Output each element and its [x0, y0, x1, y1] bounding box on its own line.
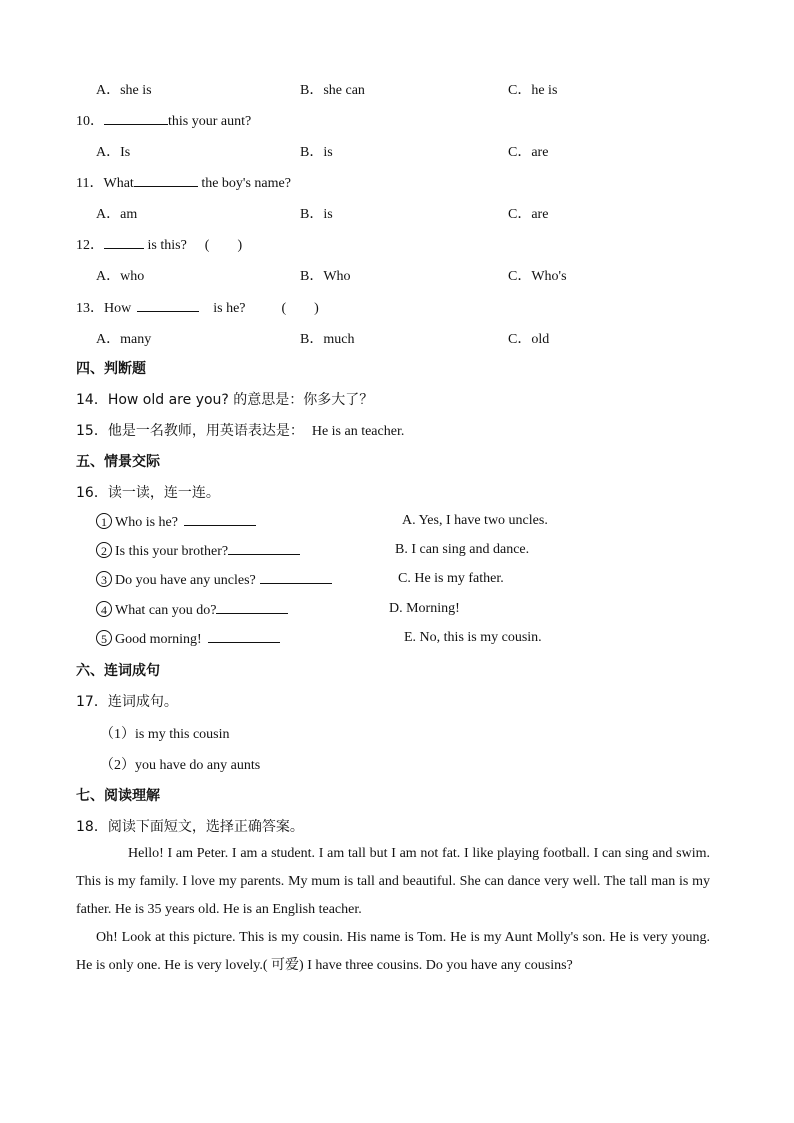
q10-option-c: C．are: [508, 145, 549, 160]
q10-option-a: A．Is: [96, 145, 131, 160]
match-right-e: E. No, this is my cousin.: [404, 630, 542, 645]
q9-option-b: B．she can: [300, 83, 365, 98]
q10-text: this your aunt?: [168, 114, 252, 129]
q11-option-c: C．are: [508, 207, 549, 222]
reading-passage: [76, 840, 710, 980]
match-left-text: Who is he?: [115, 515, 178, 530]
circled-number: 4: [96, 601, 112, 617]
q9-option-c: C．he is: [508, 83, 558, 98]
q12-blank[interactable]: [104, 236, 144, 249]
circled-number: 5: [96, 630, 112, 646]
q9-option-a: A．she is: [96, 83, 152, 98]
q11-number: 11．: [76, 176, 104, 191]
match-left-1: [96, 513, 256, 531]
question-16-title: 16．读一读，连一连。: [76, 485, 220, 501]
match-left-text: Good morning!: [115, 632, 202, 647]
match-right-b: B. I can sing and dance.: [395, 542, 530, 557]
match-left-text: What can you do?: [115, 603, 217, 618]
section-4-heading: 四、判断题: [76, 361, 146, 377]
q17-item-2: （2）you have do any aunts: [100, 758, 261, 773]
q11-option-a: A．am: [96, 207, 138, 222]
match-blank-5[interactable]: [208, 630, 280, 643]
q10-blank[interactable]: [104, 112, 168, 125]
section-6-heading: 六、连词成句: [76, 663, 160, 679]
match-left-3: [96, 571, 332, 589]
question-15: [76, 420, 404, 440]
passage-paragraph-2: Oh! Look at this picture. This is my cousin. His name is Tom. He is my Aunt Molly's son. He is very young. He is only one. He is very lovely.( 可爱) I have three cousins. Do you have any cousins?: [76, 930, 710, 973]
match-right-c: C. He is my father.: [398, 571, 504, 586]
circled-number: 2: [96, 542, 112, 558]
q13-pre: How: [104, 301, 132, 316]
question-13: [76, 297, 319, 317]
q13-option-a: A．many: [96, 332, 152, 347]
match-left-text: Is this your brother?: [115, 544, 229, 559]
match-blank-1[interactable]: [184, 513, 256, 526]
q12-option-a: A．who: [96, 269, 145, 284]
question-11: [76, 172, 291, 192]
question-10: [76, 110, 251, 130]
question-14: 14．How old are you? 的意思是：你多大了？: [76, 392, 374, 408]
q11-option-b: B．is: [300, 207, 333, 222]
match-right-a: A. Yes, I have two uncles.: [402, 513, 548, 528]
q13-number: 13．: [76, 301, 104, 316]
match-left-text: Do you have any uncles?: [115, 573, 256, 588]
q13-post: is he?: [213, 301, 246, 316]
q11-pre: What: [103, 176, 134, 191]
question-17-title: 17．连词成句。: [76, 694, 178, 710]
q11-post: the boy's name?: [197, 176, 291, 191]
match-right-d: D. Morning!: [389, 601, 460, 616]
question-12: [76, 234, 242, 254]
q17-item-1: （1）is my this cousin: [100, 727, 230, 742]
q13-answer-paren: ( ): [281, 301, 319, 316]
match-left-2: [96, 542, 300, 560]
q13-blank[interactable]: [137, 299, 199, 312]
q13-option-b: B．much: [300, 332, 355, 347]
match-left-5: [96, 630, 280, 648]
q12-post: is this?: [144, 238, 187, 253]
match-blank-4[interactable]: [216, 601, 288, 614]
q12-answer-paren: ( ): [204, 238, 243, 253]
q15-chinese: 他是一名教师，用英语表达是：: [107, 423, 304, 439]
q12-option-b: B．Who: [300, 269, 351, 284]
q10-number: 10．: [76, 114, 104, 129]
q12-number: 12．: [76, 238, 104, 253]
section-7-heading: 七、阅读理解: [76, 788, 160, 804]
q11-blank[interactable]: [134, 174, 198, 187]
match-blank-3[interactable]: [260, 571, 332, 584]
question-18-title: 18．阅读下面短文，选择正确答案。: [76, 819, 304, 835]
passage-paragraph-1: Hello! I am Peter. I am a student. I am tall but I am not fat. I like playing football. I can sing and swim. This is my family. I love my parents. My mum is tall and beautiful. She can dance very well. The tall man is my father. He is 35 years old. He is an English teacher.: [76, 846, 710, 917]
match-blank-2[interactable]: [228, 542, 300, 555]
circled-number: 3: [96, 571, 112, 587]
q13-option-c: C．old: [508, 332, 550, 347]
q15-number: 15．: [76, 423, 108, 439]
q10-option-b: B．is: [300, 145, 333, 160]
q15-english: He is an teacher.: [311, 424, 405, 439]
q12-option-c: C．Who's: [508, 269, 567, 284]
match-left-4: [96, 601, 288, 619]
section-5-heading: 五、情景交际: [76, 454, 160, 470]
circled-number: 1: [96, 513, 112, 529]
